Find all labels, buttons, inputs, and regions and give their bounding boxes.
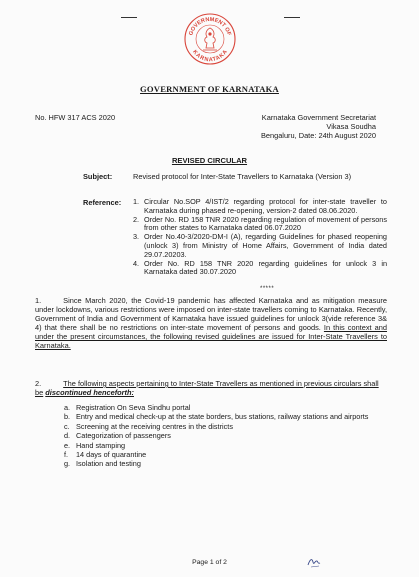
seal-bottom-text: KARNATAKA — [191, 49, 229, 64]
circular-title: REVISED CIRCULAR — [171, 156, 248, 165]
reference-item-number: 4. — [133, 258, 140, 268]
paragraph-1-underlined: In this context and under the present circumstances, the following revised guidelines are issued for Inter-State Travellers to Karnataka. — [35, 323, 388, 351]
reference-number: No. HFW 317 ACS 2020 — [35, 113, 116, 122]
reference-item — [133, 198, 387, 215]
list-item-text: 14 days of quarantine — [76, 450, 147, 460]
list-item — [64, 413, 387, 422]
government-title: GOVERNMENT OF KARNATAKA — [140, 84, 279, 94]
list-item-letter: g. — [64, 459, 71, 469]
list-item-text: Registration On Seva Sindhu portal — [76, 403, 191, 412]
reference-label: Reference: — [83, 198, 122, 207]
paragraph-2-emphasis: discontinued henceforth: — [45, 388, 134, 398]
list-item-letter: f. — [64, 450, 69, 460]
list-item-text: Hand stamping — [76, 440, 126, 450]
reference-item-text: Order No.40-3/2020-DM-I (A), regarding Guidelines for phased reopening (unlock 3) from Ministry of Home Affairs, Government of India dated 29.07.20203. — [144, 232, 387, 259]
paragraph-2-number: 2. — [35, 379, 42, 388]
seal-top-text: GOVERNMENT OF — [188, 16, 232, 37]
list-item-text: Entry and medical check-up at the state borders, bus stations, railway stations and airports — [76, 412, 369, 422]
subject-label: Subject: — [83, 172, 113, 181]
reference-item — [133, 260, 387, 277]
subject-text: Revised protocol for Inter-State Travellers to Karnataka (Version 3) — [133, 172, 352, 181]
list-item-letter: b. — [64, 412, 71, 422]
address-line-2: Vikasa Soudha — [326, 122, 376, 131]
list-item-text: Isolation and testing — [76, 459, 141, 469]
address-line-1: Karnataka Government Secretariat — [261, 113, 376, 122]
top-left-mark — [121, 17, 137, 18]
reference-item-number: 1. — [133, 197, 140, 206]
list-item-letter: c. — [64, 421, 70, 431]
paragraph-1 — [35, 296, 387, 351]
discontinued-list — [64, 404, 387, 470]
reference-list — [133, 198, 387, 277]
karnataka-seal-emblem — [183, 12, 237, 66]
issuing-address — [261, 113, 376, 140]
list-item-letter: a. — [64, 403, 71, 412]
page-number: Page 1 of 2 — [192, 559, 227, 566]
issue-date: Bengaluru, Date: 24th August 2020 — [260, 131, 376, 140]
list-item-text: Screening at the receiving centres in the districts — [76, 421, 233, 431]
initials-signature-mark — [306, 556, 322, 568]
paragraph-1-text: Since March 2020, the Covid-19 pandemic has affected Karnataka and as mitigation measure under lockdowns, various restrictions were imposed on inter-state travellers coming to Karnataka. Recently, Government of India and Government of Karnataka have issued guidelines for unlock 3(vide reference 3& 4) that there shall be no restrictions on inter-state movement of persons and goods. — [35, 296, 387, 333]
reference-item-text: Order No. RD 158 TNR 2020 regarding guidelines for unlock 3 in Karnataka dated 30.07.2020 — [144, 258, 387, 277]
reference-item-number: 2. — [133, 214, 140, 224]
reference-item-text: Order No. RD 158 TNR 2020 regarding regulation of movement of persons from other states to Karnataka dated 06.07.2020 — [144, 214, 387, 233]
list-item — [64, 460, 387, 469]
top-right-mark — [284, 17, 300, 18]
list-item-text: Categorization of passengers — [76, 431, 171, 441]
list-item — [64, 432, 387, 441]
reference-item-text: Circular No.SOP 4/IST/2 regarding protocol for inter-state traveller to Karnataka during phased re-opening, version-2 dated 08.06.2020. — [144, 197, 387, 215]
paragraph-2-text: The following aspects pertaining to Inter-State Travellers as mentioned in previous circulars shall be — [35, 379, 379, 398]
svg-text:KARNATAKA — [191, 49, 229, 63]
list-item-letter: e. — [64, 440, 71, 450]
paragraph-1-number: 1. — [35, 296, 42, 305]
paragraph-2 — [35, 379, 387, 397]
reference-item — [133, 216, 387, 233]
reference-item — [133, 233, 387, 259]
list-item-letter: d. — [64, 431, 71, 441]
section-separator: ***** — [260, 286, 275, 292]
reference-item-number: 3. — [133, 232, 140, 242]
